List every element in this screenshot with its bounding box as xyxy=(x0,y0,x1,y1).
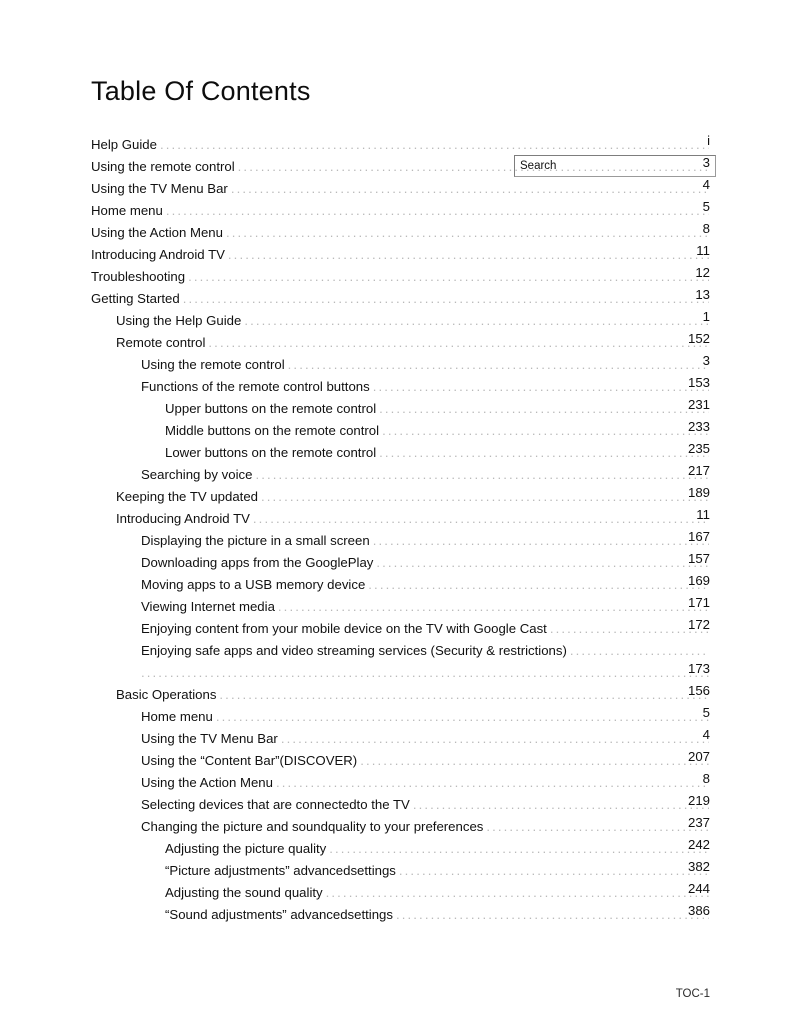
toc-entry[interactable] xyxy=(0,439,800,461)
toc-entry-label: Selecting devices that are connectedto the TV xyxy=(141,797,410,812)
toc-dot-leader xyxy=(288,356,709,373)
toc-dot-leader xyxy=(413,796,709,813)
toc-entry[interactable] xyxy=(0,857,800,879)
toc-dot-leader xyxy=(281,730,709,747)
toc-dot-leader xyxy=(208,334,709,351)
toc-entry-page-number: 167 xyxy=(687,529,710,544)
toc-dot-leader xyxy=(238,158,709,175)
toc-entry-label: Middle buttons on the remote control xyxy=(165,423,380,438)
toc-entry-label: Basic Operations xyxy=(116,687,217,702)
toc-entry-page-number: 235 xyxy=(687,441,710,456)
toc-entry-label: Searching by voice xyxy=(141,467,253,482)
toc-entry[interactable] xyxy=(0,747,800,769)
toc-entry-page-number: 244 xyxy=(687,881,710,896)
toc-entry-label: Using the Action Menu xyxy=(141,775,273,790)
toc-entry[interactable] xyxy=(0,461,800,483)
toc-dot-leader xyxy=(360,752,709,769)
toc-dot-leader xyxy=(166,202,709,219)
toc-dot-leader xyxy=(226,224,709,241)
toc-entry-page-number: 1 xyxy=(702,309,710,324)
toc-dot-leader xyxy=(261,488,709,505)
toc-entry[interactable] xyxy=(0,681,800,703)
toc-entry-page-number: 172 xyxy=(687,617,710,632)
toc-dot-leader xyxy=(368,576,709,593)
toc-entry-page-number: 153 xyxy=(687,375,710,390)
document-header xyxy=(0,74,800,118)
toc-entry-label: Using the TV Menu Bar xyxy=(91,181,228,196)
toc-entry[interactable] xyxy=(0,791,800,813)
toc-entry-label: Using the remote control xyxy=(91,159,235,174)
toc-dot-leader xyxy=(278,598,709,615)
toc-entry-page-number: 4 xyxy=(702,177,710,192)
toc-entry-label: Downloading apps from the GooglePlay xyxy=(141,555,374,570)
toc-entry[interactable] xyxy=(0,703,800,725)
toc-entry[interactable] xyxy=(0,417,800,439)
toc-dot-leader xyxy=(379,400,709,417)
toc-entry[interactable] xyxy=(0,725,800,747)
toc-entry-page-number: 11 xyxy=(696,243,710,258)
toc-entry-label: Adjusting the picture quality xyxy=(165,841,327,856)
toc-entry[interactable] xyxy=(0,483,800,505)
toc-entry-label: Enjoying content from your mobile device on the TV with Google Cast xyxy=(141,621,547,636)
toc-entry-label: Using the remote control xyxy=(141,357,285,372)
toc-entry-page-number: 386 xyxy=(687,903,710,918)
toc-entry-page-number: 189 xyxy=(687,485,710,500)
toc-dot-leader xyxy=(326,884,709,901)
toc-entry-page-number: 11 xyxy=(696,507,710,522)
toc-entry-page-number: 173 xyxy=(687,661,710,676)
toc-entry[interactable] xyxy=(0,549,800,571)
footer-page-number: TOC-1 xyxy=(675,988,710,1000)
toc-entry[interactable] xyxy=(0,901,800,923)
toc-entry[interactable] xyxy=(0,285,800,307)
toc-entry[interactable] xyxy=(0,835,800,857)
toc-entry-label: Troubleshooting xyxy=(91,269,186,284)
toc-entry[interactable] xyxy=(0,175,800,197)
toc-entry[interactable] xyxy=(0,637,800,659)
toc-entry[interactable] xyxy=(0,307,800,329)
toc-entry-page-number: 382 xyxy=(687,859,710,874)
toc-entry-label: Introducing Android TV xyxy=(116,511,250,526)
toc-entry-label: “Picture adjustments” advancedsettings xyxy=(165,863,396,878)
toc-entry[interactable] xyxy=(0,197,800,219)
toc-dot-leader xyxy=(486,818,709,835)
toc-dot-leader xyxy=(216,708,709,725)
toc-entry[interactable] xyxy=(0,615,800,637)
toc-dot-leader xyxy=(253,510,709,527)
toc-dot-leader xyxy=(373,378,709,395)
toc-entry-page-number: 219 xyxy=(687,793,710,808)
toc-entry[interactable] xyxy=(0,395,800,417)
toc-dot-leader xyxy=(228,246,709,263)
toc-entry-page-number: 3 xyxy=(702,155,710,170)
toc-entry-label: Viewing Internet media xyxy=(141,599,275,614)
toc-entry-label: Home menu xyxy=(91,203,163,218)
toc-entry-page-number: 3 xyxy=(702,353,710,368)
toc-entry-page-number: 237 xyxy=(687,815,710,830)
toc-entry-page-number: 233 xyxy=(687,419,710,434)
toc-entry-label: Using the Help Guide xyxy=(116,313,242,328)
toc-entry-page-number: 207 xyxy=(687,749,710,764)
toc-dot-leader xyxy=(570,642,709,659)
toc-entry-page-number: 156 xyxy=(687,683,710,698)
toc-dot-leader xyxy=(550,620,709,637)
toc-dot-leader xyxy=(160,136,709,153)
toc-dot-leader xyxy=(255,466,709,483)
toc-dot-leader xyxy=(382,422,709,439)
toc-entry-label: Using the “Content Bar”(DISCOVER) xyxy=(141,753,358,768)
toc-entry[interactable] xyxy=(0,351,800,373)
toc-entry[interactable] xyxy=(0,659,800,681)
toc-entry-label: Functions of the remote control buttons xyxy=(141,379,370,394)
toc-entry-label: Home menu xyxy=(141,709,213,724)
toc-entry-label: Using the TV Menu Bar xyxy=(141,731,278,746)
toc-entry-page-number: 5 xyxy=(702,199,710,214)
toc-entry-label: “Sound adjustments” advancedsettings xyxy=(165,907,393,922)
toc-entry-label: Introducing Android TV xyxy=(91,247,225,262)
toc-entry-label: Changing the picture and soundquality to your preferences xyxy=(141,819,484,834)
toc-entry-page-number: 242 xyxy=(687,837,710,852)
toc-dot-leader xyxy=(188,268,709,285)
toc-entry-page-number: 4 xyxy=(702,727,710,742)
toc-entry[interactable] xyxy=(0,263,800,285)
toc-entry[interactable] xyxy=(0,241,800,263)
toc-entry-label: Getting Started xyxy=(91,291,180,306)
toc-entry-page-number: 157 xyxy=(687,551,710,566)
toc-dot-leader xyxy=(231,180,709,197)
toc-entry[interactable] xyxy=(0,769,800,791)
toc-dot-leader xyxy=(219,686,709,703)
toc-dot-leader xyxy=(373,532,709,549)
toc-entry-page-number: 152 xyxy=(687,331,710,346)
toc-entry[interactable] xyxy=(0,219,800,241)
toc-entry[interactable] xyxy=(0,879,800,901)
toc-entry[interactable] xyxy=(0,571,800,593)
toc-entry-page-number: 8 xyxy=(702,221,710,236)
toc-entry-page-number: 13 xyxy=(695,287,710,302)
toc-entry[interactable] xyxy=(0,153,800,175)
toc-entry-page-number: 171 xyxy=(687,595,710,610)
toc-entry-label: Moving apps to a USB memory device xyxy=(141,577,366,592)
toc-dot-leader xyxy=(396,906,709,923)
toc-dot-leader xyxy=(329,840,709,857)
toc-entry-label: Remote control xyxy=(116,335,206,350)
toc-entry-label: Keeping the TV updated xyxy=(116,489,259,504)
toc-dot-leader xyxy=(141,664,709,681)
toc-entry-label: Displaying the picture in a small screen xyxy=(141,533,370,548)
toc-entry-label: Enjoying safe apps and video streaming services (Security & restrictions) xyxy=(141,643,567,658)
toc-entry-page-number: 231 xyxy=(687,397,710,412)
toc-entry-page-number: 12 xyxy=(695,265,710,280)
document-footer xyxy=(0,986,800,1006)
toc-dot-leader xyxy=(399,862,709,879)
toc-dot-leader xyxy=(376,554,709,571)
toc-entry-label: Lower buttons on the remote control xyxy=(165,445,377,460)
toc-entry[interactable] xyxy=(0,593,800,615)
page-title: Table Of Contents xyxy=(91,76,311,106)
toc-entry-page-number: 169 xyxy=(687,573,710,588)
toc-entry[interactable] xyxy=(0,527,800,549)
toc-entry[interactable] xyxy=(0,373,800,395)
toc-dot-leader xyxy=(379,444,709,461)
toc-entry-label: Adjusting the sound quality xyxy=(165,885,323,900)
toc-entry-label: Help Guide xyxy=(91,137,157,152)
toc-entry[interactable] xyxy=(0,813,800,835)
toc-entry[interactable] xyxy=(0,505,800,527)
toc-entry-page-number: 5 xyxy=(702,705,710,720)
toc-dot-leader xyxy=(183,290,709,307)
toc-entry[interactable] xyxy=(0,131,800,153)
toc-entry[interactable] xyxy=(0,329,800,351)
toc-dot-leader xyxy=(244,312,709,329)
toc-entry-page-number: 8 xyxy=(702,771,710,786)
toc-dot-leader xyxy=(276,774,709,791)
toc-entry-page-number: i xyxy=(707,133,710,148)
table-of-contents-list xyxy=(0,131,800,923)
toc-entry-label: Using the Action Menu xyxy=(91,225,223,240)
toc-entry-label: Upper buttons on the remote control xyxy=(165,401,377,416)
toc-entry-page-number: 217 xyxy=(687,463,710,478)
